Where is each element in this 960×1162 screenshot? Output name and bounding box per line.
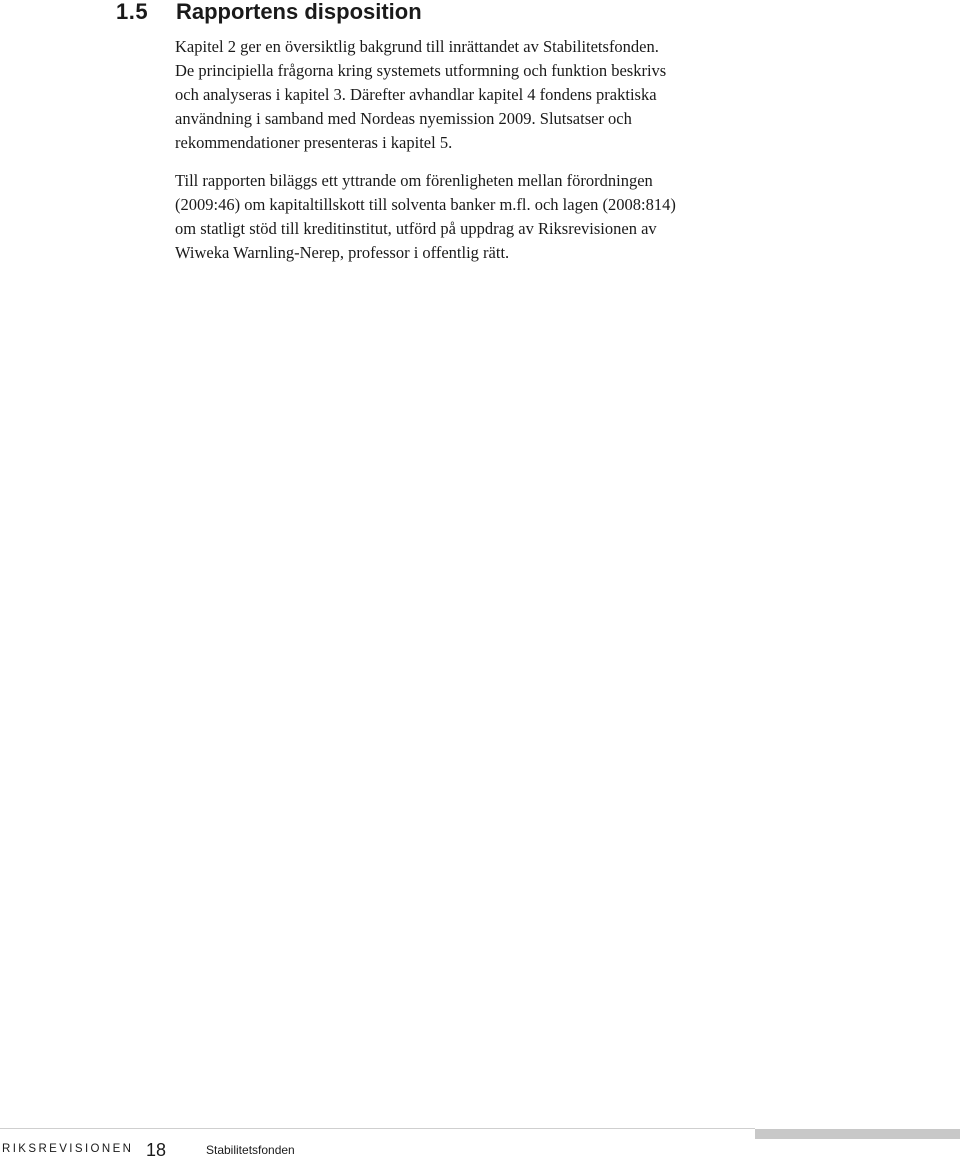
paragraph-line: Wiweka Warnling-Nerep, professor i offentlig rätt. (175, 243, 510, 262)
section-title: Rapportens disposition (176, 0, 422, 24)
paragraph-line: (2009:46) om kapitaltillskott till solventa banker m.fl. och lagen (2008:814) (175, 195, 676, 214)
footer-page-number: 18 (146, 1140, 167, 1160)
paragraph-line: Kapitel 2 ger en översiktlig bakgrund till inrättandet av Stabilitetsfonden. (175, 37, 659, 56)
paragraph-line: om statligt stöd till kreditinstitut, utförd på uppdrag av Riksrevisionen av (175, 219, 657, 238)
footer-divider (0, 1128, 755, 1129)
paragraph-line: och analyseras i kapitel 3. Därefter avhandlar kapitel 4 fondens praktiska (175, 85, 657, 104)
paragraph-1 (175, 35, 735, 155)
paragraph-line: Till rapporten biläggs ett yttrande om förenligheten mellan förordningen (175, 171, 653, 190)
paragraph-line: rekommendationer presenteras i kapitel 5. (175, 133, 453, 152)
section-number: 1.5 (116, 0, 149, 24)
paragraph-line: De principiella frågorna kring systemets utformning och funktion beskrivs (175, 61, 667, 80)
footer-document-title: Stabilitetsfonden (206, 1143, 295, 1157)
paragraph-line: användning i samband med Nordeas nyemission 2009. Slutsatser och (175, 109, 632, 128)
footer-organization: RIKSREVISIONEN (2, 1143, 134, 1155)
section-heading (116, 0, 422, 28)
footer-accent-bar (755, 1129, 960, 1139)
paragraph-2 (175, 169, 735, 265)
